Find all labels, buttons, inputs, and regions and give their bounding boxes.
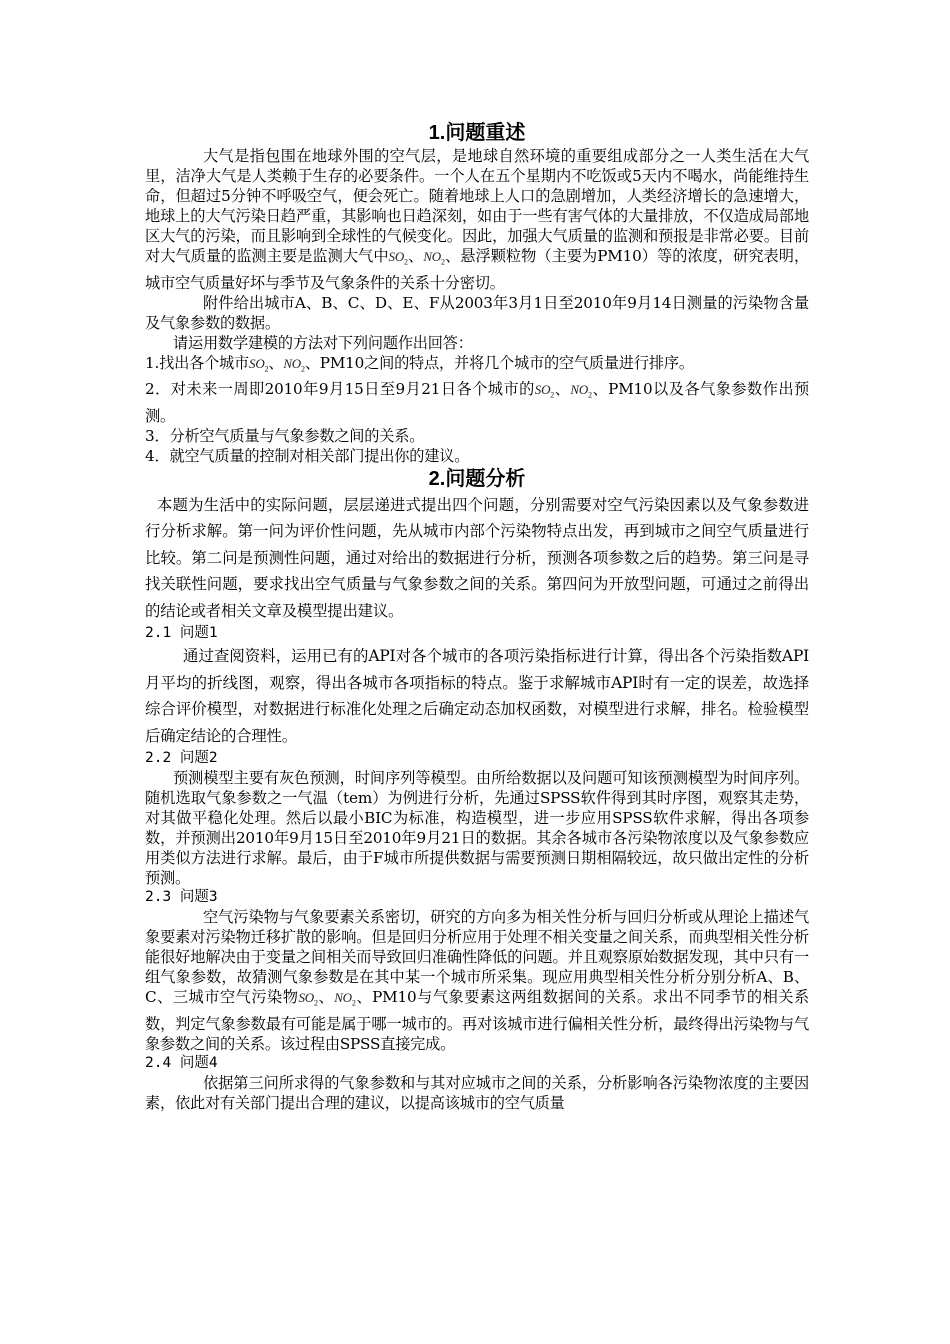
no2-formula: $NO_2$	[283, 355, 305, 374]
so2-formula: $SO_2$	[388, 249, 408, 267]
so2-formula: $SO_2$	[298, 990, 318, 1008]
question-4: 4．就空气质量的控制对相关部门提出你的建议。	[145, 446, 470, 465]
paragraph-intro	[145, 146, 809, 293]
no2-formula: $NO_2$	[334, 990, 356, 1008]
paragraph-instructions: 请运用数学建模的方法对下列问题作出回答：	[173, 333, 473, 352]
intro-text-c: 、悬浮颗粒物（主要为PM10）等的浓度，研究表明，城市空气质量好坏与季节及气象条件的关系十分密切。	[145, 247, 809, 292]
subsection-heading-2-4: 2.4 问题4	[145, 1054, 218, 1071]
question-1: 1.找出各个城市$SO_2$、$NO_2$、PM10之间的特点，并将几个城市的空气质量进行排序。	[145, 353, 694, 374]
subsection-heading-2-3: 2.3 问题3	[145, 889, 218, 906]
no2-formula: $NO_2$	[570, 382, 592, 400]
intro-text-a: 大气是指包围在地球外围的空气层，是地球自然环境的重要组成部分之一人类生活在大气里，洁净大气是人类赖于生存的必要条件。一个人在五个星期内不吃饭或5天内不喝水，尚能维持生命，但超过5分钟不呼吸空气，便会死亡。随着地球上人口的急剧增加，人类经济增长的急速增大，地球上的大气污染日趋严重，其影响也日趋深刻，如由于一些有害气体的大量排放，不仅造成局部地区大气的污染，而且影响到全球性的气候变化。因此，加强大气质量的监测和预报是非常必要。目前对大气质量的监测主要是监测大气中	[145, 147, 809, 265]
no2-formula: $NO_2$	[423, 249, 445, 267]
paragraph-problem-3: 空气污染物与气象要素关系密切，研究的方向多为相关性分析与回归分析或从理论上描述气象要素对污染物迁移扩散的影响。但是回归分析应用于处理不相关变量之间关系，而典型相关性分析能很好地解决由于变量之间相关而导致回归准确性降低的问题。并且观察原始数据发现，其中只有一组气象参数，故猜测气象参数是在其中某一个城市所采集。现应用典型相关性分析分别分析A、B、C、三城市空气污染物$SO_2$、$NO_2$、PM10与气象要素这两组数据间的关系。求出不同季节的相关系数，判定气象参数最有可能是属于哪一城市的。再对该城市进行偏相关性分析，最终得出污染物与气象参数之间的关系。该过程由SPSS直接完成。	[145, 908, 809, 1053]
paragraph-attachment: 附件给出城市A、B、C、D、E、F从2003年3月1日至2010年9月14日测量的污染物含量及气象参数的数据。	[145, 293, 809, 332]
paragraph-problem-4: 依据第三问所求得的气象参数和与其对应城市之间的关系，分析影响各污染物浓度的主要因素，依此对有关部门提出合理的建议，以提高该城市的空气质量	[145, 1073, 809, 1112]
intro-sep: 、	[407, 247, 424, 265]
document-page	[145, 120, 809, 1113]
subsection-heading-2-1: 2.1 问题1	[145, 625, 218, 642]
section-heading-2: 2.问题分析	[428, 467, 526, 490]
paragraph-problem-1: 通过查阅资料，运用已有的API对各个城市的各项污染指标进行计算，得出各个污染指数API月平均的折线图，观察，得出各城市各项指标的特点。鉴于求解城市API时有一定的误差，故选择综合评价模型，对数据进行标准化处理之后确定动态加权函数，对模型进行求解，排名。检验模型后确定结论的合理性。	[145, 647, 809, 745]
section-heading-1: 1.问题重述	[428, 122, 526, 144]
paragraph-problem-2: 预测模型主要有灰色预测，时间序列等模型。由所给数据以及问题可知该预测模型为时间序列。随机选取气象参数之一气温（tem）为例进行分析，先通过SPSS软件得到其时序图，观察其走势，对其做平稳化处理。然后以最小BIC为标准，构造模型，进一步应用SPSS软件求解，得出各项参数，并预测出2010年9月15日至2010年9月21日的数据。其余各城市各污染物浓度以及气象参数应用类似方法进行求解。最后，由于F城市所提供数据与需要预测日期相隔较远，故只做出定性的分析预测。	[145, 769, 809, 888]
so2-formula: $SO_2$	[249, 355, 269, 374]
question-3: 3．分析空气质量与气象参数之间的关系。	[145, 426, 425, 445]
paragraph-analysis: 本题为生活中的实际问题，层层递进式提出四个问题，分别需要对空气污染因素以及气象参数进行分析求解。第一问为评价性问题，先从城市内部个污染物特点出发，再到城市之间空气质量进行比较。第二问是预测性问题，通过对给出的数据进行分析，预测各项参数之后的趋势。第三问是寻找关联性问题，要求找出空气质量与气象参数之间的关系。第四问为开放型问题，可通过之前得出的结论或者相关文章及模型提出建议。	[145, 495, 809, 620]
question-2: 2．对未来一周即2010年9月15日至9月21日各个城市的$SO_2$、$NO_2$、PM10以及各气象参数作出预测。	[145, 380, 809, 425]
so2-formula: $SO_2$	[534, 382, 555, 400]
subsection-heading-2-2: 2.2 问题2	[145, 750, 218, 767]
